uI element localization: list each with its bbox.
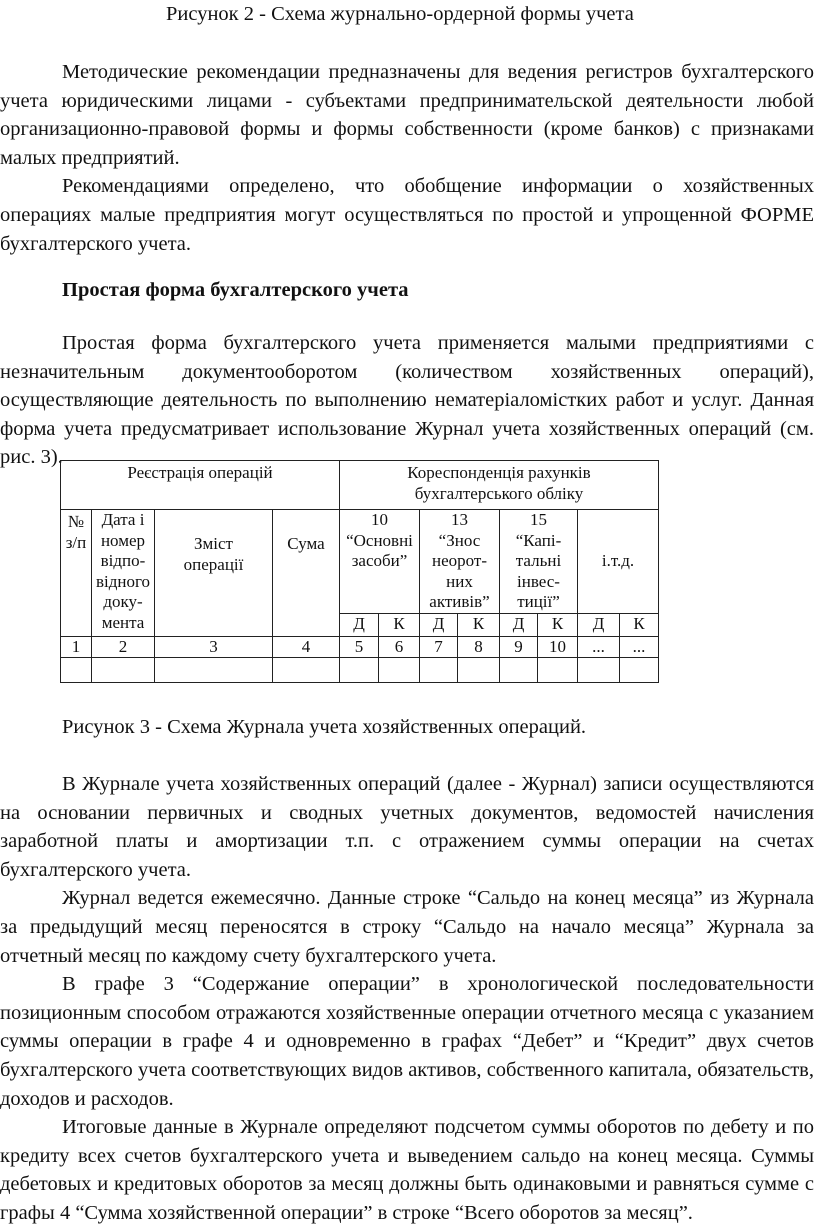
header-text: 10 [371, 510, 388, 529]
header-text: мента [101, 612, 145, 632]
table-cell [420, 658, 458, 683]
header-text: Сума [287, 534, 325, 553]
column-number: 10 [538, 636, 578, 658]
paragraph: В Журнале учета хозяйственных операций (далее - Журнал) записи осуществляются на основании первичных и сводных учетных документов, ведомостей начисления заработной платы и амортизации т.п. с отражением суммы операции на счетах бухгалтерского учета. [0, 773, 814, 881]
column-number: 8 [458, 636, 500, 658]
header-text: Кореспонденція рахунків [407, 463, 591, 482]
figure-2-caption: Рисунок 2 - Схема журнально-ордерной формы учета [166, 3, 634, 25]
table-cell [578, 658, 620, 683]
column-number: 9 [500, 636, 538, 658]
credit-label: К [620, 613, 659, 636]
header-text: Дата і [101, 510, 145, 529]
table-row [61, 636, 659, 658]
header-text: бухгалтерського обліку [414, 483, 584, 503]
paragraph: Итоговые данные в Журнале определяют подсчетом суммы оборотов по дебету и по кредиту всех счетов бухгалтерского учета и выведением сальдо на конец месяца. Суммы дебетовых и кредитовых оборотов за месяц должны быть одинаковыми и равняться сумме с графы 4 “Сумма хозяйственной операции” в строке “Всего оборотов за месяц”. [0, 1116, 814, 1224]
paragraph: Рекомендациями определено, что обобщение информации о хозяйственных операциях малые предприятия могут осуществляться по простой и упрощенной ФОРМЕ бухгалтерского учета. [0, 175, 814, 255]
table-cell [92, 658, 155, 683]
column-number: 6 [379, 636, 420, 658]
paragraph: Журнал ведется ежемесячно. Данные строке “Сальдо на конец месяца” из Журнала за предыдущий месяц переносятся в строку “Сальдо на начало месяца” Журнала за отчетный месяц по каждому счету бухгалтерского учета. [0, 887, 814, 967]
paragraph: Простая форма бухгалтерского учета применяется малыми предприятиями с незначительным документооборотом (количеством хозяйственных операций), осуществляющие деятельность по выполнению нематеріаломістких работ и услуг. Данная форма учета предусматривает использование Журнал учета хозяйственных операций (см. рис. 3). [0, 332, 814, 469]
header-text: “Знос [438, 530, 481, 550]
credit-label: К [458, 613, 500, 636]
debit-label: Д [500, 613, 538, 636]
table-cell [155, 658, 273, 683]
header-text: них [446, 571, 473, 591]
intro-text [0, 58, 814, 258]
header-text: і.т.д. [601, 551, 635, 570]
header-text: з/п [65, 532, 87, 552]
header-text: номер [100, 530, 146, 550]
header-text: тиції” [517, 592, 560, 611]
header-text: тальні [515, 551, 562, 570]
debit-label: Д [340, 613, 379, 636]
header-text: відпо- [100, 551, 146, 570]
debit-label: Д [578, 613, 620, 636]
column-number: ... [620, 636, 659, 658]
table-header-registration [61, 461, 340, 510]
header-text: активів” [429, 592, 490, 611]
table-cell [538, 658, 578, 683]
paragraph: В графе 3 “Содержание операции” в хронологической последовательности позиционным способом отражаются хозяйственные операции отчетного месяца с указанием суммы операции в графе 4 и одновременно в графах “Дебет” и “Кредит” двух счетов бухгалтерского учета соответствующих видов активов, собственного капитала, обязательств, доходов и расходов. [0, 973, 814, 1110]
header-text: інвес- [517, 571, 560, 591]
credit-label: К [538, 613, 578, 636]
paragraph: Методические рекомендации предназначены для ведения регистров бухгалтерского учета юридическими лицами - субъектами предпринимательской деятельности любой организационно-правовой формы и формы собственности (кроме банков) с признаками малых предприятий. [0, 61, 814, 169]
header-text: 15 [530, 510, 547, 529]
journal-table [60, 460, 659, 683]
column-number: 5 [340, 636, 379, 658]
column-number: ... [578, 636, 620, 658]
header-text: “Капі- [515, 530, 562, 550]
table-row-empty [61, 658, 659, 683]
simple-form-text [0, 329, 814, 472]
table-cell [500, 658, 538, 683]
column-number: 4 [273, 636, 340, 658]
header-text: № [67, 512, 85, 531]
table-cell [620, 658, 659, 683]
header-text: “Основні [346, 530, 413, 550]
table-cell [458, 658, 500, 683]
table-cell [340, 658, 379, 683]
header-text: 13 [451, 510, 468, 529]
col-header-account-10 [340, 510, 420, 614]
credit-label: К [379, 613, 420, 636]
column-number: 2 [92, 636, 155, 658]
col-header-sum [273, 510, 340, 637]
table-cell [61, 658, 92, 683]
column-number: 1 [61, 636, 92, 658]
header-text: доку- [103, 592, 143, 611]
header-text: неорот- [431, 551, 487, 570]
table-cell [379, 658, 420, 683]
header-text: Зміст [194, 534, 233, 553]
col-header-number [61, 510, 92, 637]
journal-text [0, 770, 814, 1228]
header-text: засоби” [351, 551, 408, 570]
col-header-content [155, 510, 273, 637]
header-text: операції [183, 554, 244, 574]
col-header-date [92, 510, 155, 637]
col-header-etc [578, 510, 659, 614]
figure-3-caption: Рисунок 3 - Схема Журнала учета хозяйственных операций. [62, 716, 587, 738]
table-cell [273, 658, 340, 683]
header-text: відного [95, 571, 151, 591]
column-number: 3 [155, 636, 273, 658]
debit-label: Д [420, 613, 458, 636]
section-heading: Простая форма бухгалтерского учета [62, 279, 409, 301]
col-header-account-15 [500, 510, 578, 614]
header-text: Реєстрація операцій [127, 463, 273, 482]
table-header-correspondence [340, 461, 659, 510]
col-header-account-13 [420, 510, 500, 614]
column-number: 7 [420, 636, 458, 658]
